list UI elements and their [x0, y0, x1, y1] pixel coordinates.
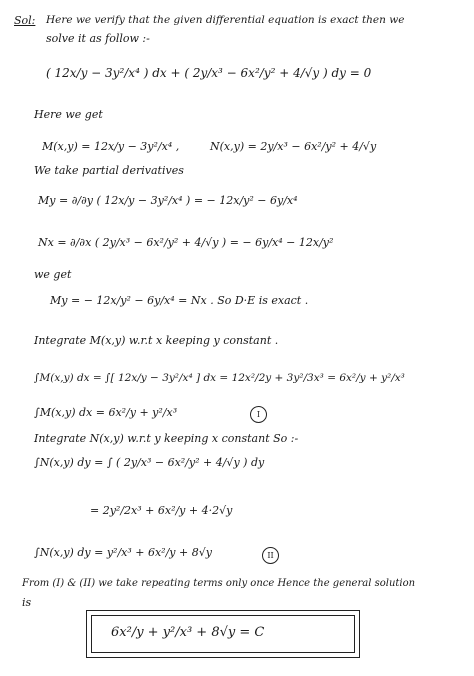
we-get: we get [34, 268, 72, 281]
intro-line-2: solve it as follow :- [46, 32, 150, 45]
integral-n-step: = 2y²/2x³ + 6x²/y + 4·2√y [90, 504, 233, 517]
general-solution: 6x²/y + y²/x³ + 8√y = C [111, 625, 265, 640]
conclusion-line-1: From (I) & (II) we take repeating terms only once Hence the general solution [22, 578, 416, 589]
integral-m-result: ∫M(x,y) dx = 6x²/y + y²/x³ [34, 406, 178, 419]
my-derivative: My = ∂/∂y ( 12x/y − 3y²/x⁴ ) = − 12x/y² − 6y/x⁴ [38, 194, 298, 207]
integrate-n-heading: Integrate N(x,y) w.r.t y keeping x constant So :- [34, 432, 299, 445]
equation-marker-one: I [250, 406, 267, 423]
integral-n-result: ∫N(x,y) dy = y²/x³ + 6x²/y + 8√y [34, 546, 212, 559]
intro-line-1: Here we verify that the given differential equation is exact then we [46, 14, 405, 26]
integral-m-full: ∫M(x,y) dx = ∫[ 12x/y − 3y²/x⁴ ] dx = 12x²/2y + 3y²/3x³ = 6x²/y + y²/x³ [34, 372, 405, 384]
m-definition: M(x,y) = 12x/y − 3y²/x⁴ , [42, 140, 180, 153]
solution-label: Sol: [14, 14, 36, 27]
conclusion-line-2: is [22, 596, 32, 609]
exactness-check: My = − 12x/y² − 6y/x⁴ = Nx . So D·E is exact . [50, 294, 309, 307]
general-solution-box [86, 610, 360, 658]
differential-equation: ( 12x/y − 3y²/x⁴ ) dx + ( 2y/x³ − 6x²/y² + 4/√y ) dy = 0 [46, 66, 372, 80]
integrate-m-heading: Integrate M(x,y) w.r.t x keeping y constant . [34, 334, 279, 347]
n-definition: N(x,y) = 2y/x³ − 6x²/y² + 4/√y [210, 140, 377, 153]
partial-derivatives-heading: We take partial derivatives [34, 164, 184, 177]
here-we-get: Here we get [34, 108, 103, 121]
integral-n-setup: ∫N(x,y) dy = ∫ ( 2y/x³ − 6x²/y² + 4/√y ) dy [34, 456, 265, 469]
nx-derivative: Nx = ∂/∂x ( 2y/x³ − 6x²/y² + 4/√y ) = − 6y/x⁴ − 12x/y² [38, 236, 334, 249]
equation-marker-two: II [262, 547, 279, 564]
